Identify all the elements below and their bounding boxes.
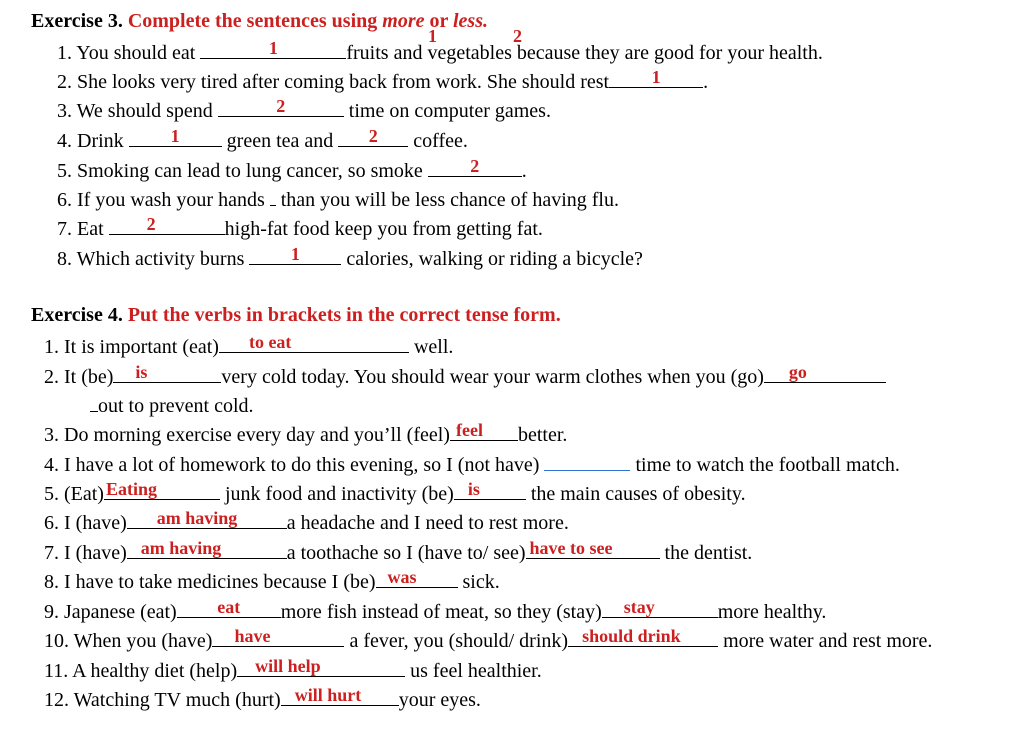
sentence-text: us feel healthier. bbox=[410, 660, 542, 682]
item-number: 5. bbox=[44, 483, 59, 505]
ex3-item-8 bbox=[57, 245, 643, 271]
answer-text: will help bbox=[255, 656, 321, 676]
annotation-mark-2: 2 bbox=[513, 26, 522, 46]
answer-text: 2 bbox=[470, 156, 480, 176]
item-number: 4. bbox=[57, 130, 72, 152]
sentence-text: high-fat food keep you from getting fat. bbox=[224, 218, 543, 240]
ex4-item-4 bbox=[44, 451, 900, 477]
sentence-text: more fish instead of meat, so they (stay) bbox=[280, 601, 602, 623]
answer-text: have bbox=[234, 626, 271, 646]
answer-text: stay bbox=[623, 597, 655, 617]
sentence-text: . bbox=[703, 71, 709, 93]
answer-blank[interactable] bbox=[376, 568, 458, 588]
ex3-item-1 bbox=[57, 39, 823, 65]
answer-text: is bbox=[467, 479, 480, 499]
sentence-text: It is important (eat) bbox=[64, 336, 219, 358]
item-number: 2. bbox=[57, 71, 72, 93]
exercise-4-instruction: Put the verbs in brackets in the correct tense form. bbox=[127, 304, 561, 326]
answer-blank[interactable] bbox=[544, 451, 630, 471]
sentence-text: Drink bbox=[77, 130, 124, 152]
sentence-text: time to watch the football match. bbox=[635, 454, 900, 476]
item-number: 5. bbox=[57, 160, 72, 182]
item-number: 12. bbox=[44, 689, 69, 711]
item-number: 7. bbox=[57, 218, 72, 240]
ex4-item-12 bbox=[44, 686, 481, 712]
item-number: 8. bbox=[44, 571, 59, 593]
sentence-text: If you wash your hands bbox=[77, 189, 265, 211]
sentence-text: more healthy. bbox=[717, 601, 827, 623]
answer-blank[interactable] bbox=[454, 480, 526, 500]
answer-blank[interactable] bbox=[338, 127, 408, 147]
sentence-text: We should spend bbox=[76, 100, 213, 122]
ex3-item-7 bbox=[57, 215, 543, 241]
answer-blank[interactable] bbox=[127, 539, 287, 559]
sentence-text: I have a lot of homework to do this evening, so I (not have) bbox=[64, 454, 540, 476]
ex3-item-5 bbox=[57, 157, 527, 183]
answer-blank[interactable] bbox=[609, 68, 703, 88]
sentence-text: I have to take medicines because I (be) bbox=[64, 571, 376, 593]
sentence-text: sick. bbox=[462, 571, 500, 593]
answer-text: am having bbox=[140, 538, 222, 558]
item-number: 6. bbox=[44, 512, 59, 534]
answer-text: 2 bbox=[146, 214, 156, 234]
sentence-text: than you will be less chance of having flu. bbox=[280, 189, 619, 211]
item-number: 3. bbox=[57, 100, 72, 122]
sentence-text: Eat bbox=[77, 218, 104, 240]
ex3-item-6 bbox=[57, 186, 619, 212]
answer-text: eat bbox=[217, 597, 241, 617]
answer-text: 1 bbox=[651, 67, 661, 87]
answer-text: 1 bbox=[170, 126, 180, 146]
ex4-item-2-continued bbox=[90, 392, 254, 418]
item-number: 7. bbox=[44, 542, 59, 564]
answer-blank[interactable] bbox=[450, 421, 518, 441]
answer-text: 1 bbox=[290, 244, 300, 264]
item-number: 1. bbox=[57, 42, 72, 64]
answer-text: feel bbox=[455, 420, 483, 440]
ex4-item-5 bbox=[44, 480, 746, 506]
annotation-mark-1: 1 bbox=[428, 26, 437, 46]
answer-blank[interactable] bbox=[129, 127, 222, 147]
sentence-text: the dentist. bbox=[664, 542, 753, 564]
sentence-text: I (have) bbox=[64, 512, 127, 534]
answer-blank[interactable] bbox=[104, 480, 220, 500]
answer-blank[interactable] bbox=[281, 686, 399, 706]
sentence-text: better. bbox=[517, 424, 568, 446]
exercise-3-title: Exercise 3. bbox=[31, 10, 123, 32]
answer-text: will hurt bbox=[294, 685, 362, 705]
exercise-4-title: Exercise 4. bbox=[31, 304, 123, 326]
answer-blank[interactable] bbox=[127, 509, 287, 529]
answer-text: to eat bbox=[248, 332, 292, 352]
ex4-item-10 bbox=[44, 627, 932, 653]
ex4-item-3 bbox=[44, 421, 567, 447]
sentence-text: A healthy diet (help) bbox=[72, 660, 238, 682]
sentence-text: time on computer games. bbox=[348, 100, 551, 122]
answer-blank[interactable] bbox=[249, 245, 341, 265]
answer-blank[interactable] bbox=[218, 97, 344, 117]
sentence-text: more water and rest more. bbox=[723, 630, 933, 652]
sentence-text: well. bbox=[413, 336, 454, 358]
instruction-word-or: or bbox=[429, 10, 448, 32]
ex3-item-4 bbox=[57, 127, 468, 153]
ex4-item-2 bbox=[44, 363, 886, 389]
sentence-text: You should eat bbox=[76, 42, 196, 64]
sentence-text: Watching TV much (hurt) bbox=[73, 689, 281, 711]
sentence-text: very cold today. You should wear your warm clothes when you (go) bbox=[221, 366, 764, 388]
sentence-text: your eyes. bbox=[398, 689, 481, 711]
item-number: 9. bbox=[44, 601, 59, 623]
answer-blank[interactable] bbox=[568, 627, 718, 647]
answer-blank[interactable] bbox=[526, 539, 660, 559]
sentence-text: Japanese (eat) bbox=[64, 601, 177, 623]
answer-blank[interactable] bbox=[109, 215, 225, 235]
item-number: 2. bbox=[44, 366, 59, 388]
answer-blank[interactable] bbox=[270, 186, 276, 206]
answer-blank[interactable] bbox=[113, 363, 221, 383]
ex3-item-3 bbox=[57, 97, 551, 123]
ex4-item-8 bbox=[44, 568, 500, 594]
answer-blank[interactable] bbox=[177, 598, 281, 618]
item-number: 6. bbox=[57, 189, 72, 211]
answer-text: should drink bbox=[582, 626, 681, 646]
answer-blank[interactable] bbox=[90, 392, 98, 412]
instruction-word-more: more bbox=[382, 10, 425, 32]
ex4-item-9 bbox=[44, 598, 826, 624]
sentence-text: a headache and I need to rest more. bbox=[286, 512, 569, 534]
sentence-text: coffee. bbox=[413, 130, 468, 152]
item-number: 8. bbox=[57, 248, 72, 270]
ex3-item-2 bbox=[57, 68, 708, 94]
item-number: 4. bbox=[44, 454, 59, 476]
sentence-text: fruits and vegetables because they are good for your health. bbox=[346, 42, 823, 64]
sentence-text: She looks very tired after coming back from work. She should rest bbox=[77, 71, 610, 93]
exercise-4-heading bbox=[31, 303, 561, 327]
answer-blank[interactable] bbox=[212, 627, 344, 647]
answer-blank[interactable] bbox=[428, 157, 522, 177]
sentence-text: the main causes of obesity. bbox=[530, 483, 746, 505]
item-number: 3. bbox=[44, 424, 59, 446]
item-number: 1. bbox=[44, 336, 59, 358]
answer-blank[interactable] bbox=[764, 363, 886, 383]
sentence-text: a fever, you (should/ drink) bbox=[349, 630, 569, 652]
sentence-text: a toothache so I (have to/ see) bbox=[286, 542, 526, 564]
sentence-text: . bbox=[521, 160, 527, 182]
exercise-3-instruction: Complete the sentences using bbox=[127, 10, 378, 32]
sentence-text: out to prevent cold. bbox=[98, 395, 254, 417]
sentence-text: green tea and bbox=[226, 130, 334, 152]
answer-text: am having bbox=[156, 508, 238, 528]
answer-text: Eating bbox=[105, 479, 157, 499]
sentence-text: When you (have) bbox=[73, 630, 213, 652]
answer-blank[interactable] bbox=[200, 39, 346, 59]
sentence-text: (Eat) bbox=[64, 483, 104, 505]
item-number: 10. bbox=[44, 630, 69, 652]
instruction-word-less: less. bbox=[453, 10, 488, 32]
answer-blank[interactable] bbox=[602, 598, 718, 618]
sentence-text: junk food and inactivity (be) bbox=[224, 483, 454, 505]
ex4-item-6 bbox=[44, 509, 569, 535]
sentence-text: Do morning exercise every day and you’ll (feel) bbox=[64, 424, 450, 446]
sentence-text: Smoking can lead to lung cancer, so smoke bbox=[77, 160, 423, 182]
answer-blank[interactable] bbox=[219, 333, 409, 353]
sentence-text: It (be) bbox=[64, 366, 114, 388]
sentence-text: Which activity burns bbox=[76, 248, 245, 270]
ex4-item-7 bbox=[44, 539, 752, 565]
answer-blank[interactable] bbox=[237, 657, 405, 677]
ex4-item-1 bbox=[44, 333, 453, 359]
answer-text: have to see bbox=[529, 538, 613, 558]
exercise-3-heading bbox=[31, 9, 488, 33]
answer-text: 2 bbox=[368, 126, 378, 146]
answer-text: 1 bbox=[268, 38, 278, 58]
item-number: 11. bbox=[44, 660, 69, 682]
sentence-text: calories, walking or riding a bicycle? bbox=[346, 248, 643, 270]
answer-text: 2 bbox=[276, 96, 286, 116]
ex4-item-11 bbox=[44, 657, 542, 683]
answer-text: go bbox=[788, 362, 807, 382]
sentence-text: I (have) bbox=[64, 542, 127, 564]
answer-text: was bbox=[387, 567, 417, 587]
answer-text: is bbox=[135, 362, 148, 382]
